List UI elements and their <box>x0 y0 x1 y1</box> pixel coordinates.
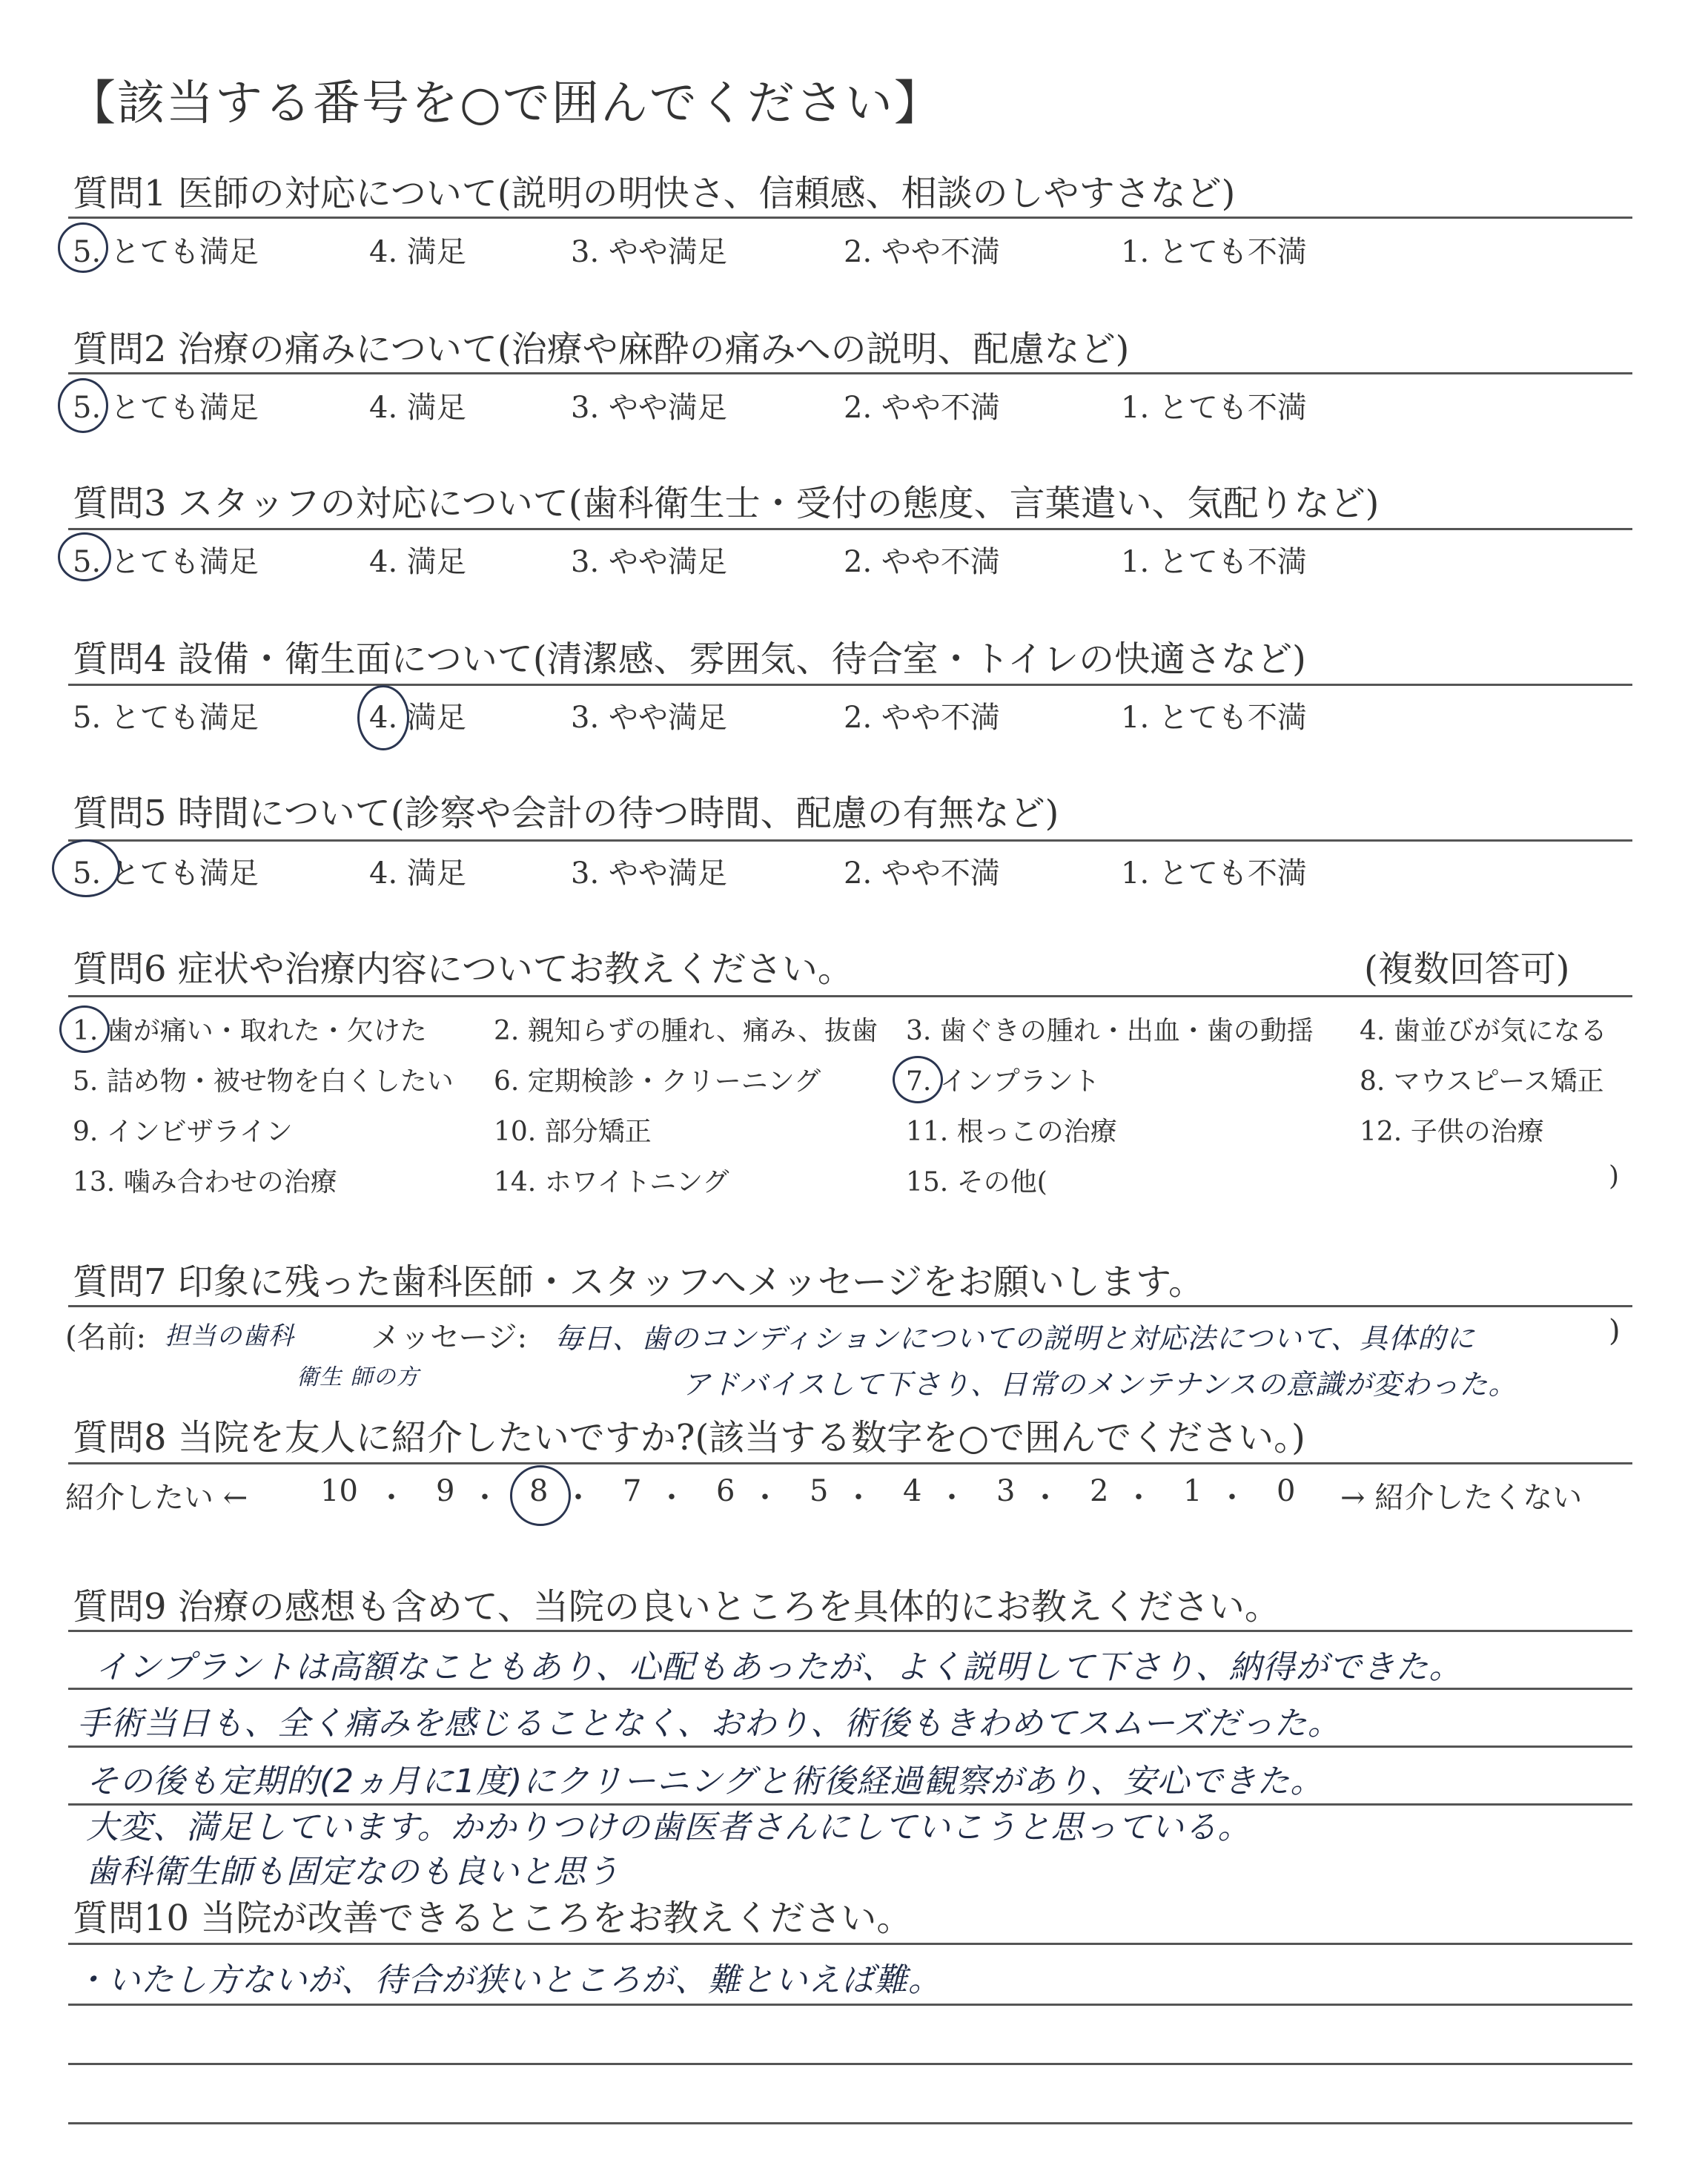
message-label: メッセージ: <box>371 1321 528 1355</box>
question-4-heading: 質問4 設備・衛生面について(清潔感、雰囲気、待合室・トイレの快適さなど) <box>73 638 1306 680</box>
divider <box>68 1305 1632 1307</box>
recommend-right-label: → 紹介したくない <box>1340 1481 1583 1515</box>
question-8-heading: 質問8 当院を友人に紹介したいですか?(該当する数字を○で囲んでください。) <box>73 1417 1305 1459</box>
writing-line <box>68 2122 1632 2124</box>
q3-option-3[interactable]: 3. やや満足 <box>571 545 727 579</box>
scale-0[interactable]: 0 <box>1277 1474 1296 1508</box>
divider <box>68 1462 1632 1464</box>
q6-option-7[interactable]: 7. インプラント <box>906 1066 1100 1097</box>
divider <box>68 995 1632 997</box>
scale-8[interactable]: 8 <box>529 1474 549 1508</box>
q5-option-4[interactable]: 4. 満足 <box>369 856 466 891</box>
q5-option-3[interactable]: 3. やや満足 <box>571 856 727 891</box>
selection-circle <box>893 1056 943 1103</box>
q6-option-11[interactable]: 11. 根っこの治療 <box>906 1117 1117 1147</box>
question-3-heading: 質問3 スタッフの対応について(歯科衛生士・受付の態度、言葉遣い、気配りなど) <box>73 483 1380 524</box>
scale-3[interactable]: 3 <box>996 1474 1016 1508</box>
q6-option-4[interactable]: 4. 歯並びが気になる <box>1360 1016 1607 1046</box>
q1-option-1[interactable]: 1. とても不満 <box>1121 235 1307 269</box>
scale-2[interactable]: 2 <box>1090 1474 1109 1508</box>
multiple-answer-note: (複数回答可) <box>1364 948 1570 990</box>
divider <box>68 528 1632 530</box>
q6-option-14[interactable]: 14. ホワイトニング <box>494 1167 729 1198</box>
divider <box>68 839 1632 842</box>
answer-line-2[interactable]: 手術当日も、全く痛みを感じることなく、おわり、術後もきわめてスムーズだった。 <box>77 1705 1341 1743</box>
q5-option-1[interactable]: 1. とても不満 <box>1121 856 1307 891</box>
q1-option-4[interactable]: 4. 満足 <box>369 235 466 269</box>
q1-option-3[interactable]: 3. やや満足 <box>571 235 727 269</box>
scale-dot: ・ <box>1217 1481 1247 1515</box>
q2-option-4[interactable]: 4. 満足 <box>369 391 466 425</box>
selection-circle <box>59 1005 110 1053</box>
answer-line-4[interactable]: 大変、満足しています。かかりつけの歯医者さんにしていこうと思っている。 <box>86 1809 1251 1846</box>
q6-option-3[interactable]: 3. 歯ぐきの腫れ・出血・歯の動揺 <box>906 1016 1314 1046</box>
q2-option-1[interactable]: 1. とても不満 <box>1121 391 1307 425</box>
selection-circle <box>52 839 120 897</box>
name-value-line-1[interactable]: 担当の歯科 <box>165 1321 294 1351</box>
q6-option-9[interactable]: 9. インビザライン <box>73 1117 293 1147</box>
message-line-2[interactable]: アドバイスして下さり、日常のメンテナンスの意識が変わった。 <box>682 1368 1517 1401</box>
question-1-heading: 質問1 医師の対応について(説明の明快さ、信頼感、相談のしやすさなど) <box>73 173 1236 214</box>
selection-circle <box>58 378 108 433</box>
scale-dot: ・ <box>470 1481 500 1515</box>
q6-option-10[interactable]: 10. 部分矯正 <box>494 1117 652 1147</box>
scale-dot: ・ <box>1124 1481 1153 1515</box>
name-label: (名前: <box>65 1321 147 1355</box>
divider <box>68 1630 1632 1632</box>
divider <box>68 1943 1632 1945</box>
writing-line <box>68 1688 1632 1690</box>
improvement-line-1[interactable]: ・いたし方ないが、待合が狭いところが、難といえば難。 <box>74 1961 941 1999</box>
q4-option-1[interactable]: 1. とても不満 <box>1121 701 1307 735</box>
selection-circle <box>357 685 409 750</box>
answer-line-1[interactable]: インプラントは高額なこともあり、心配もあったが、よく説明して下さり、納得ができた。 <box>95 1648 1463 1686</box>
question-9-heading: 質問9 治療の感想も含めて、当院の良いところを具体的にお教えください。 <box>73 1586 1280 1628</box>
scale-dot: ・ <box>750 1481 780 1515</box>
writing-line <box>68 1745 1632 1748</box>
question-7-heading: 質問7 印象に残った歯科医師・スタッフへメッセージをお願いします。 <box>73 1261 1205 1303</box>
question-5-heading: 質問5 時間について(診察や会計の待つ時間、配慮の有無など) <box>73 793 1059 834</box>
question-2-heading: 質問2 治療の痛みについて(治療や麻酔の痛みへの説明、配慮など) <box>73 328 1130 370</box>
selection-circle <box>510 1465 571 1526</box>
divider <box>68 217 1632 219</box>
divider <box>68 684 1632 686</box>
q5-option-5[interactable]: 5. とても満足 <box>73 856 259 891</box>
answer-line-5[interactable]: 歯科衛生師も固定なのも良いと思う <box>86 1853 620 1891</box>
q6-other-close-paren: ) <box>1609 1161 1620 1192</box>
scale-dot: ・ <box>1030 1481 1060 1515</box>
q6-option-6[interactable]: 6. 定期検診・クリーニング <box>494 1066 821 1097</box>
writing-line <box>68 2063 1632 2065</box>
q6-option-1[interactable]: 1. 歯が痛い・取れた・欠けた <box>73 1016 427 1046</box>
scale-1[interactable]: 1 <box>1183 1474 1202 1508</box>
q5-option-2[interactable]: 2. やや不満 <box>844 856 1000 891</box>
scale-dot: ・ <box>563 1481 593 1515</box>
recommend-left-label: 紹介したい ← <box>65 1481 248 1515</box>
q6-option-8[interactable]: 8. マウスピース矯正 <box>1360 1066 1604 1097</box>
q4-option-2[interactable]: 2. やや不満 <box>844 701 1000 735</box>
q4-option-3[interactable]: 3. やや満足 <box>571 701 727 735</box>
q3-option-1[interactable]: 1. とても不満 <box>1121 545 1307 579</box>
q3-option-4[interactable]: 4. 満足 <box>369 545 466 579</box>
scale-dot: ・ <box>844 1481 873 1515</box>
scale-4[interactable]: 4 <box>903 1474 922 1508</box>
q6-option-2[interactable]: 2. 親知らずの腫れ、痛み、抜歯 <box>494 1016 878 1046</box>
message-line-1[interactable]: 毎日、歯のコンディションについての説明と対応法について、具体的に <box>555 1322 1475 1355</box>
scale-dot: ・ <box>937 1481 967 1515</box>
q6-option-5[interactable]: 5. 詰め物・被せ物を白くしたい <box>73 1066 454 1097</box>
question-10-heading: 質問10 当院が改善できるところをお教えください。 <box>73 1898 913 1939</box>
q2-option-5[interactable]: 5. とても満足 <box>73 391 259 425</box>
q2-option-3[interactable]: 3. やや満足 <box>571 391 727 425</box>
q6-option-12[interactable]: 12. 子供の治療 <box>1360 1117 1544 1147</box>
selection-circle <box>58 532 111 581</box>
name-value-line-2[interactable]: 衛生 師の方 <box>297 1364 420 1390</box>
q6-option-15[interactable]: 15. その他( <box>906 1167 1047 1198</box>
q1-option-5[interactable]: 5. とても満足 <box>73 235 259 269</box>
q1-option-2[interactable]: 2. やや不満 <box>844 235 1000 269</box>
writing-line <box>68 2004 1632 2006</box>
scale-dot: ・ <box>377 1481 406 1515</box>
selection-circle <box>58 222 108 273</box>
q2-option-2[interactable]: 2. やや不満 <box>844 391 1000 425</box>
scale-9[interactable]: 9 <box>436 1474 455 1508</box>
message-close-paren: ) <box>1609 1314 1621 1348</box>
q3-option-2[interactable]: 2. やや不満 <box>844 545 1000 579</box>
scale-dot: ・ <box>657 1481 686 1515</box>
q4-option-4[interactable]: 4. 満足 <box>369 701 466 735</box>
question-6-heading: 質問6 症状や治療内容についてお教えください。 <box>73 948 853 990</box>
scale-6[interactable]: 6 <box>716 1474 735 1508</box>
page-title: 【該当する番号を○で囲んでください】 <box>68 76 943 131</box>
scale-7[interactable]: 7 <box>623 1474 642 1508</box>
answer-line-3[interactable]: その後も定期的(2ヵ月に1度)にクリーニングと術後経過観察があり、安心できた。 <box>86 1763 1324 1800</box>
scale-5[interactable]: 5 <box>810 1474 829 1508</box>
divider <box>68 372 1632 374</box>
scale-10[interactable]: 10 <box>320 1474 358 1508</box>
q6-option-13[interactable]: 13. 噛み合わせの治療 <box>73 1167 337 1198</box>
q4-option-5[interactable]: 5. とても満足 <box>73 701 259 735</box>
q3-option-5[interactable]: 5. とても満足 <box>73 545 259 579</box>
